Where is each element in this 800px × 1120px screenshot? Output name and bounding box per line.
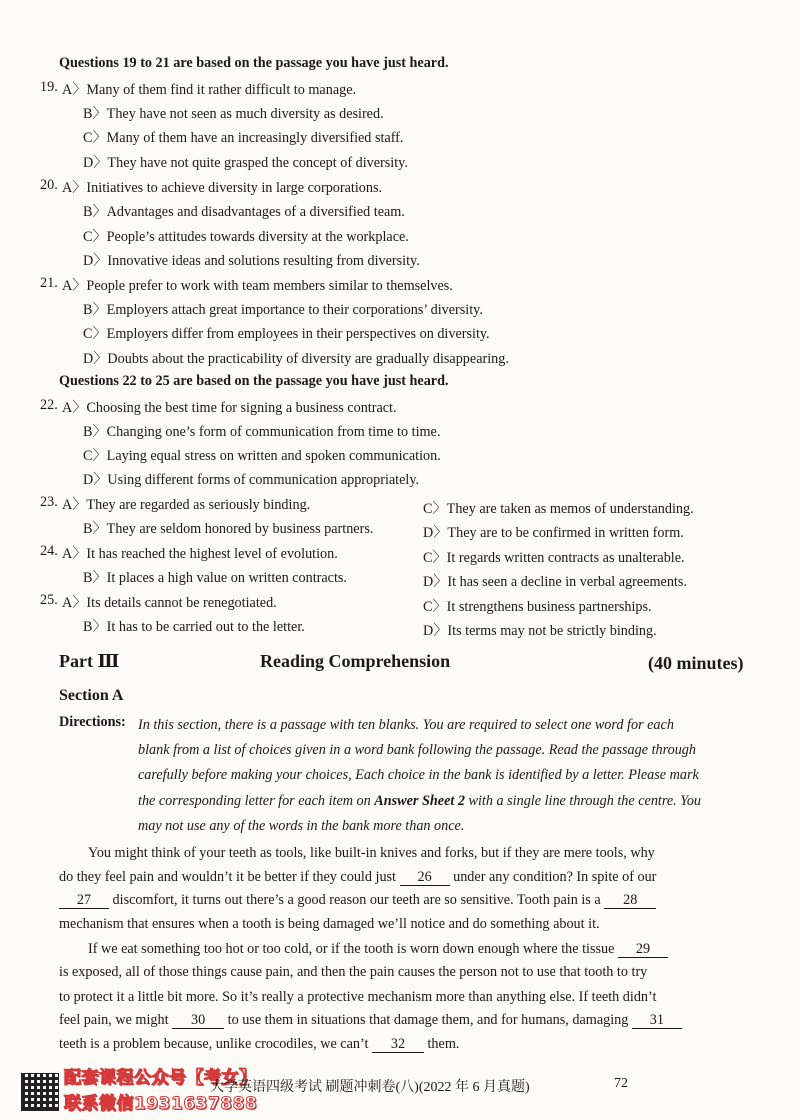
option-22-c: C〉Laying equal stress on written and spoken communication. (83, 448, 441, 464)
option-21-c: C〉Employers differ from employees in their perspectives on diversity. (83, 326, 490, 342)
passage-line: feel pain, we might 30 to use them in situations that damage them, and for humans, damaging 31 (59, 1012, 682, 1029)
directions-line-3: carefully before making your choices, Each choice in the bank is identified by a letter. Please mark (138, 767, 699, 783)
option-20-a: A〉Initiatives to achieve diversity in large corporations. (62, 180, 383, 196)
option-19-c: C〉Many of them have an increasingly diversified staff. (83, 130, 404, 146)
question-number-23: 23. (40, 494, 58, 510)
option-23-c: C〉They are taken as memos of understanding. (423, 501, 694, 517)
option-20-c: C〉People’s attitudes towards diversity at the workplace. (83, 229, 409, 245)
blank-31[interactable]: 31 (632, 1013, 682, 1029)
part-time: (40 minutes) (648, 653, 744, 673)
question-number-22: 22. (40, 397, 58, 413)
blank-30[interactable]: 30 (172, 1013, 224, 1029)
option-22-b: B〉Changing one’s form of communication from time to time. (83, 424, 441, 440)
blank-27[interactable]: 27 (59, 893, 109, 909)
qr-code (22, 1074, 58, 1110)
section-title: Section A (59, 687, 124, 704)
passage-line: You might think of your teeth as tools, like built-in knives and forks, but if they are mere tools, why (88, 845, 655, 861)
option-22-a: A〉Choosing the best time for signing a business contract. (62, 400, 397, 416)
option-21-b: B〉Employers attach great importance to their corporations’ diversity. (83, 302, 483, 318)
option-24-d: D〉It has seen a decline in verbal agreements. (423, 574, 687, 590)
option-20-b: B〉Advantages and disadvantages of a diversified team. (83, 204, 405, 220)
section-header-22-25: Questions 22 to 25 are based on the passage you have just heard. (59, 373, 449, 389)
question-number-21: 21. (40, 275, 58, 291)
option-25-c: C〉It strengthens business partnerships. (423, 599, 652, 615)
blank-26[interactable]: 26 (400, 870, 450, 886)
option-19-d: D〉They have not quite grasped the concept of diversity. (83, 155, 408, 171)
directions-line-1: In this section, there is a passage with ten blanks. You are required to select one word for each (138, 717, 674, 733)
option-20-d: D〉Innovative ideas and solutions resulting from diversity. (83, 253, 420, 269)
option-23-b: B〉They are seldom honored by business partners. (83, 521, 374, 537)
question-number-25: 25. (40, 592, 58, 608)
directions-line-4: the corresponding letter for each item on Answer Sheet 2 with a single line through the centre. You (138, 793, 702, 809)
question-number-20: 20. (40, 177, 58, 193)
option-25-d: D〉Its terms may not be strictly binding. (423, 623, 657, 639)
option-25-b: B〉It has to be carried out to the letter. (83, 619, 305, 635)
option-23-a: A〉They are regarded as seriously binding. (62, 497, 311, 513)
directions-line-5: may not use any of the words in the bank more than once. (138, 818, 465, 834)
blank-28[interactable]: 28 (604, 893, 656, 909)
blank-29[interactable]: 29 (618, 942, 668, 958)
option-21-a: A〉People prefer to work with team members similar to themselves. (62, 278, 453, 294)
part-title: Reading Comprehension (260, 651, 451, 671)
blank-32[interactable]: 32 (372, 1037, 424, 1053)
passage-line: 27 discomfort, it turns out there’s a good reason our teeth are so sensitive. Tooth pain is a 28 (59, 892, 656, 909)
passage-line: teeth is a problem because, unlike crocodiles, we can’t 32 them. (59, 1036, 460, 1052)
passage-line: is exposed, all of those things cause pain, and then the pain causes the person not to use that tooth to try (59, 964, 648, 980)
passage-line: mechanism that ensures when a tooth is being damaged we’ll notice and do something about it. (59, 916, 600, 932)
watermark-line-1: 配套课程公众号【考女】 (64, 1068, 257, 1088)
question-number-24: 24. (40, 543, 58, 559)
passage-line: do they feel pain and wouldn’t it be better if they could just 26 under any condition? In spite of our (59, 869, 657, 885)
option-19-b: B〉They have not seen as much diversity as desired. (83, 106, 384, 122)
option-24-c: C〉It regards written contracts as unalterable. (423, 550, 685, 566)
option-25-a: A〉Its details cannot be renegotiated. (62, 595, 277, 611)
watermark-line-2: 联系微信1931637888 (64, 1094, 258, 1114)
option-21-d: D〉Doubts about the practicability of diversity are gradually disappearing. (83, 351, 509, 367)
page-number: 72 (614, 1076, 628, 1091)
answer-sheet-ref: Answer Sheet 2 (374, 793, 465, 809)
option-24-b: B〉It places a high value on written contracts. (83, 570, 347, 586)
passage-line: If we eat something too hot or too cold, or if the tooth is worn down enough where the tissue 29 (88, 941, 668, 958)
passage-line: to protect it a little bit more. So it’s really a protective mechanism more than anything else. If teeth didn’t (59, 989, 657, 1005)
option-19-a: A〉Many of them find it rather difficult to manage. (62, 82, 357, 98)
option-24-a: A〉It has reached the highest level of evolution. (62, 546, 338, 562)
option-22-d: D〉Using different forms of communication appropriately. (83, 472, 420, 488)
section-header-19-21: Questions 19 to 21 are based on the passage you have just heard. (59, 55, 449, 71)
directions-label: Directions: (59, 714, 126, 730)
directions-line-2: blank from a list of choices given in a word bank following the passage. Read the passage through (138, 742, 696, 758)
footer-title: 大学英语四级考试 刷题冲刺卷(八)(2022 年 6 月真题) (210, 1080, 530, 1095)
question-number-19: 19. (40, 79, 58, 95)
part-label: Part Ⅲ (59, 651, 120, 671)
option-23-d: D〉They are to be confirmed in written form. (423, 525, 684, 541)
